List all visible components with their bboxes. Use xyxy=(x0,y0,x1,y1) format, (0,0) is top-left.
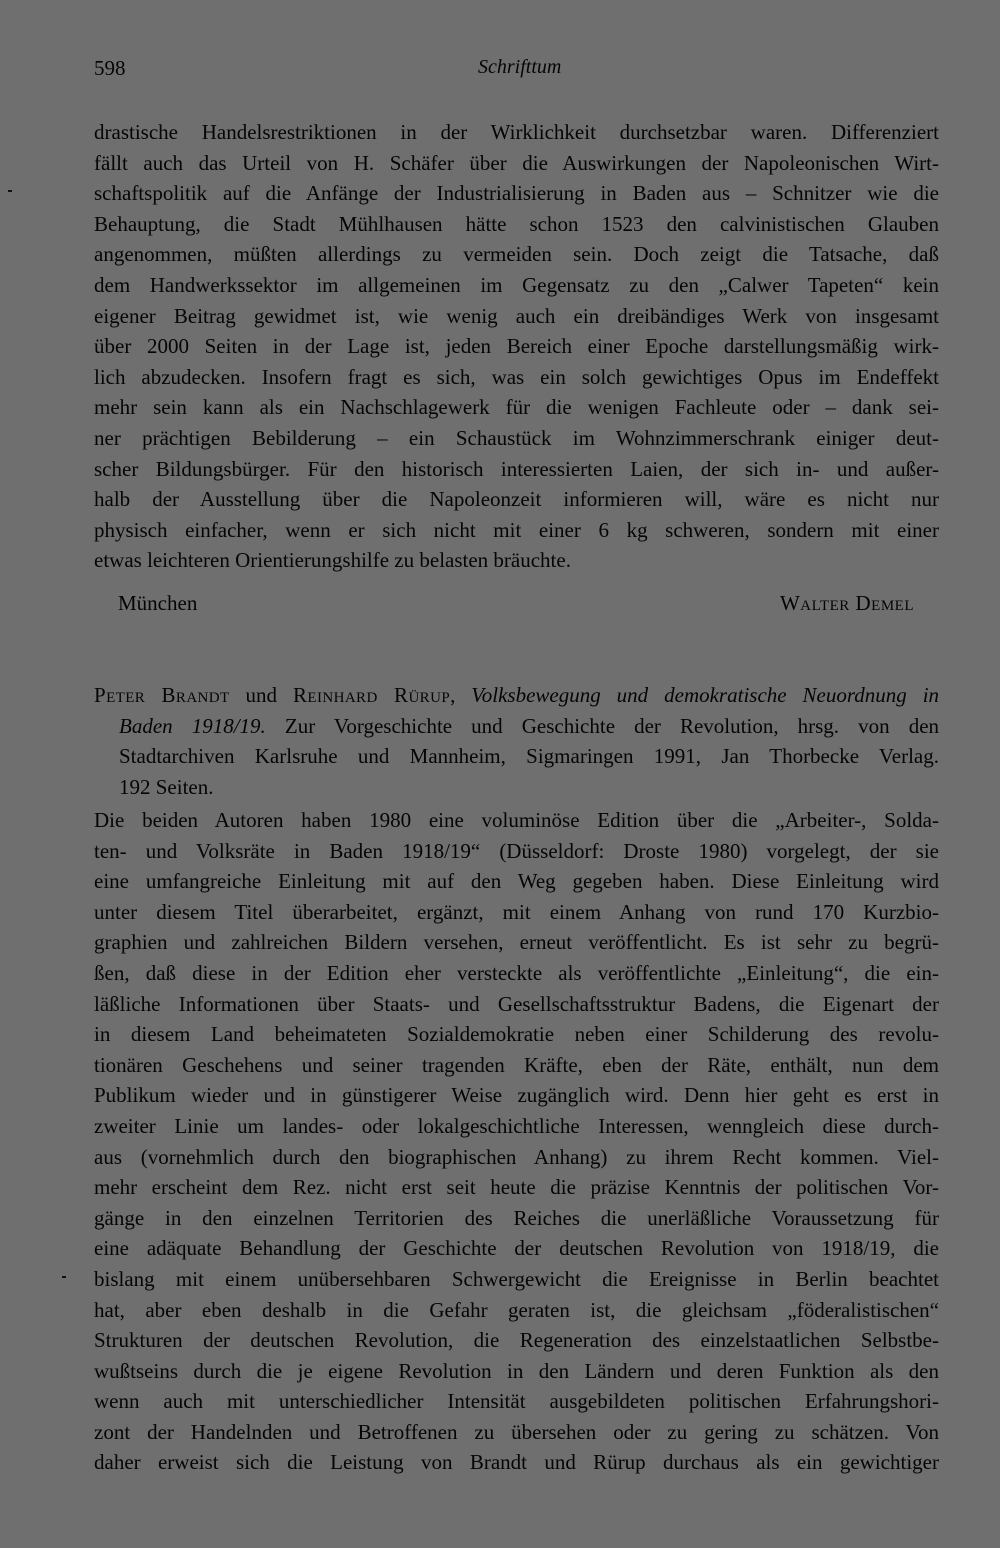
text-line: über 2000 Seiten in der Lage ist, jeden Bereich einer Epoche darstellungsmäßig wirk- xyxy=(94,334,939,359)
citation-title-cont: Baden 1918/19. xyxy=(119,713,266,738)
text-line: gänge in den einzelnen Territorien des Reiches die unerläßliche Voraussetzung für xyxy=(94,1205,939,1230)
text-line: etwas leichteren Orientierungshilfe zu belasten bräuchte. xyxy=(94,548,571,573)
review-1-signature xyxy=(118,588,914,618)
citation-author-1: Peter Brandt xyxy=(94,683,230,707)
page-number: 598 xyxy=(94,56,126,80)
text-line: wenn auch mit unterschiedlicher Intensität ausgebildeten politischen Erfahrungshori- xyxy=(94,1389,939,1414)
citation-und: und xyxy=(245,683,278,707)
scan-speck xyxy=(62,1276,66,1278)
text-line: angenommen, müßten allerdings zu vermeiden sein. Doch zeigt die Tatsache, daß xyxy=(94,242,939,267)
text-line: ten- und Volksräte in Baden 1918/19“ (Düsseldorf: Droste 1980) vorgelegt, der sie xyxy=(94,838,939,863)
citation-title: Volksbewegung und demokratische Neuordnung in xyxy=(471,683,940,707)
review-2-citation xyxy=(94,680,939,802)
citation-pages: 192 Seiten. xyxy=(119,774,214,799)
text-line: dem Handwerkssektor im allgemeinen im Gegensatz zu den „Calwer Tapeten“ kein xyxy=(94,272,939,297)
text-line: zweiter Linie um landes- oder lokalgeschichtliche Interessen, wenngleich diese durch- xyxy=(94,1113,939,1138)
text-line: Die beiden Autoren haben 1980 eine voluminöse Edition über die „Arbeiter-, Solda- xyxy=(94,808,939,832)
text-line: daher erweist sich die Leistung von Brandt und Rürup durchaus als ein gewichtiger xyxy=(94,1450,939,1475)
text-line: läßliche Informationen über Staats- und Gesellschaftsstruktur Badens, die Eigenart der xyxy=(94,991,939,1016)
text-line: Strukturen der deutschen Revolution, die Regeneration des einzelstaatlichen Selbstbe- xyxy=(94,1328,939,1353)
text-line: mehr erscheint dem Rez. nicht erst seit heute die präzise Kenntnis der politischen Vor- xyxy=(94,1175,939,1200)
citation-line: Stadtarchiven Karlsruhe und Mannheim, Sigmaringen 1991, Jan Thorbecke Verlag. xyxy=(119,744,939,769)
text-line: halb der Ausstellung über die Napoleonzeit informieren will, wäre es nicht nur xyxy=(94,487,939,512)
text-line: ßen, daß diese in der Edition eher versteckte als veröffentlichte „Einleitung“, die ein- xyxy=(94,960,939,985)
text-line: eine umfangreiche Einleitung mit auf den Weg gegeben haben. Diese Einleitung wird xyxy=(94,869,939,894)
text-line: wußtseins durch die je eigene Revolution in den Ländern und deren Funktion als den xyxy=(94,1358,939,1383)
text-line: Behauptung, die Stadt Mühlhausen hätte schon 1523 den calvinistischen Glauben xyxy=(94,211,939,236)
page-header xyxy=(94,56,936,86)
text-line: bislang mit einem unübersehbaren Schwergewicht die Ereignisse in Berlin beachtet xyxy=(94,1266,939,1291)
citation-line: Peter Brandt und Reinhard Rürup, Volksbewegung und demokratische Neuordnung in xyxy=(94,683,940,707)
text-line: eigener Beitrag gewidmet ist, wie wenig auch ein dreibändiges Werk von insgesamt xyxy=(94,303,939,328)
citation-author-2: Reinhard Rürup xyxy=(293,683,451,707)
text-line: lich abzudecken. Insofern fragt es sich, was ein solch gewichtiges Opus im Endeffekt xyxy=(94,364,939,389)
text-line: unter diesem Titel überarbeitet, ergänzt, mit einem Anhang von rund 170 Kurzbio- xyxy=(94,899,939,924)
text-line: Publikum wieder und in günstigerer Weise zugänglich wird. Denn hier geht es erst in xyxy=(94,1083,939,1108)
citation-line xyxy=(94,711,939,742)
text-line: tionären Geschehens und seiner tragenden Kräfte, eben der Räte, enthält, nun dem xyxy=(94,1052,939,1077)
text-line: physisch einfacher, wenn er sich nicht mit einer 6 kg schweren, sondern mit einer xyxy=(94,517,939,542)
text-line: hat, aber eben deshalb in die Gefahr geraten ist, die gleichsam „föderalistischen“ xyxy=(94,1297,939,1322)
running-head: Schrifttum xyxy=(478,56,562,78)
text-line: zont der Handelnden und Betroffenen zu übersehen oder zu gering zu schätzen. Von xyxy=(94,1419,939,1444)
signature-reviewer: Walter Demel xyxy=(779,591,914,615)
text-line: in diesem Land beheimateten Sozialdemokratie neben einer Schilderung des revolu- xyxy=(94,1022,939,1047)
text-line: schaftspolitik auf die Anfänge der Industrialisierung in Baden aus – Schnitzer wie die xyxy=(94,181,939,206)
text-line: drastische Handelsrestriktionen in der Wirklichkeit durchsetzbar waren. Differenziert xyxy=(94,120,939,144)
signature-place: München xyxy=(118,591,198,615)
review-2-body xyxy=(94,805,939,1478)
text-line: graphien und zahlreichen Bildern versehen, erneut veröffentlicht. Es ist sehr zu begrü- xyxy=(94,930,939,955)
text-line: aus (vornehmlich durch den biographischen Anhang) zu ihrem Recht kommen. Viel- xyxy=(94,1144,939,1169)
citation-subtitle: Zur Vorgeschichte und Geschichte der Revolution, hrsg. von den xyxy=(284,713,940,738)
scan-speck xyxy=(8,190,12,192)
review-1-body xyxy=(94,117,939,576)
text-line: ner prächtigen Bebilderung – ein Schaustück im Wohnzimmerschrank einiger deut- xyxy=(94,425,939,450)
text-line: fällt auch das Urteil von H. Schäfer über die Auswirkungen der Napoleonischen Wirt- xyxy=(94,150,939,175)
text-line: eine adäquate Behandlung der Geschichte der deutschen Revolution von 1918/19, die xyxy=(94,1236,939,1261)
text-line: mehr sein kann als ein Nachschlagewerk für die wenigen Fachleute oder – dank sei- xyxy=(94,395,939,420)
text-line: scher Bildungsbürger. Für den historisch interessierten Laien, der sich in- und außer- xyxy=(94,456,939,481)
